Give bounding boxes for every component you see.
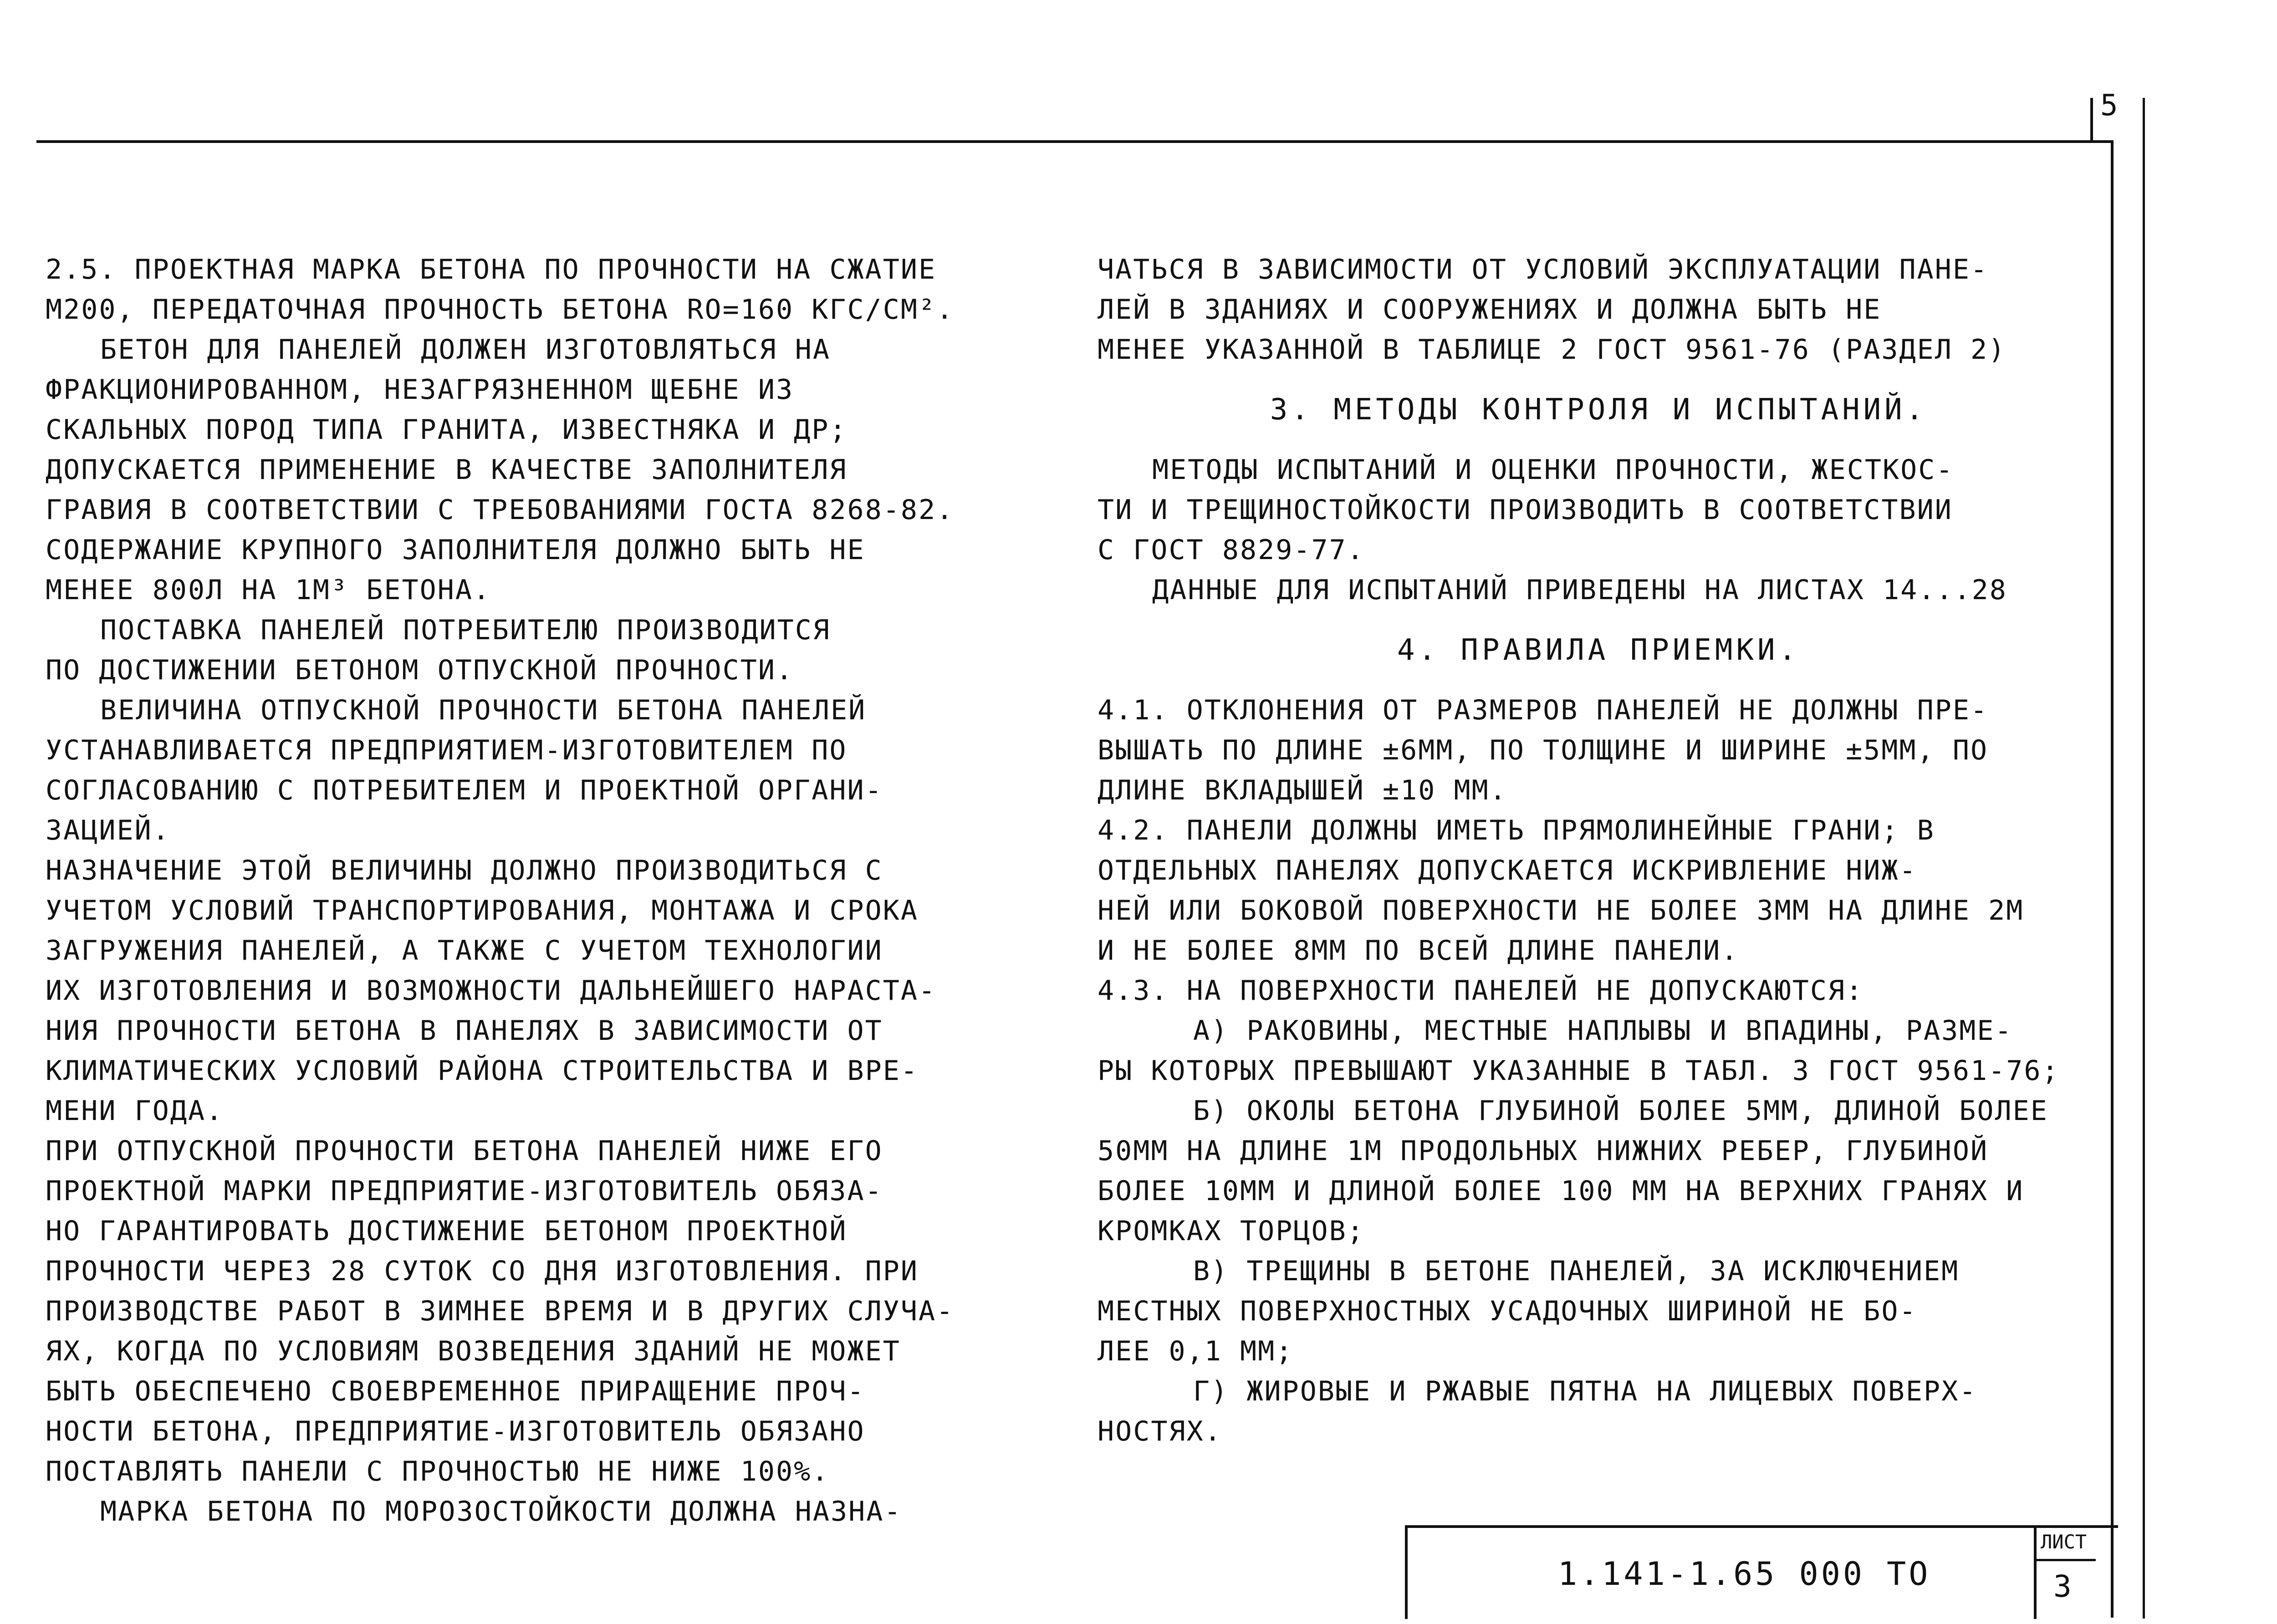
text-line: 4.3. НА ПОВЕРХНОСТИ ПАНЕЛЕЙ НЕ ДОПУСКАЮТСЯ: [1098,975,1864,1007]
text-line: МЕНЕЕ 800Л НА 1М³ БЕТОНА. [46,574,491,606]
text-line: СКАЛЬНЫХ ПОРОД ТИПА ГРАНИТА, ИЗВЕСТНЯКА И ДР; [46,414,847,446]
text-line: КЛИМАТИЧЕСКИХ УСЛОВИЙ РАЙОНА СТРОИТЕЛЬСТВА И ВРЕ- [46,1055,919,1087]
section-heading-3: 3. МЕТОДЫ КОНТРОЛЯ И ИСПЫТАНИЙ. [1270,393,1927,427]
text-line: ЯХ, КОГДА ПО УСЛОВИЯМ ВОЗВЕДЕНИЯ ЗДАНИЙ НЕ МОЖЕТ [46,1335,901,1367]
text-line: ЗАГРУЖЕНИЯ ПАНЕЛЕЙ, А ТАКЖЕ С УЧЕТОМ ТЕХНОЛОГИИ [46,935,883,967]
text-line: КРОМКАХ ТОРЦОВ; [1098,1215,1365,1247]
right-column [1098,249,2099,1451]
sheet-cell-divider [2034,1528,2037,1619]
text-line: ДАННЫЕ ДЛЯ ИСПЫТАНИЙ ПРИВЕДЕНЫ НА ЛИСТАХ 14...28 [1152,574,2007,606]
text-line: НЕЙ ИЛИ БОКОВОЙ ПОВЕРХНОСТИ НЕ БОЛЕЕ 3ММ НА ДЛИНЕ 2М [1098,895,2024,927]
sheet-label: ЛИСТ [2041,1531,2087,1553]
text-line: Б) ОКОЛЫ БЕТОНА ГЛУБИНОЙ БОЛЕЕ 5ММ, ДЛИНОЙ БОЛЕЕ [1193,1095,2048,1127]
text-line: ДОПУСКАЕТСЯ ПРИМЕНЕНИЕ В КАЧЕСТВЕ ЗАПОЛНИТЕЛЯ [46,454,847,486]
text-line: СОДЕРЖАНИЕ КРУПНОГО ЗАПОЛНИТЕЛЯ ДОЛЖНО БЫТЬ НЕ [46,534,865,566]
text-line: ЗАЦИЕЙ. [46,815,170,846]
text-line: С ГОСТ 8829-77. [1098,534,1365,566]
text-line: МЕТОДЫ ИСПЫТАНИЙ И ОЦЕНКИ ПРОЧНОСТИ, ЖЕСТКОС- [1152,454,1954,486]
text-line: ЛЕЙ В ЗДАНИЯХ И СООРУЖЕНИЯХ И ДОЛЖНА БЫТЬ НЕ [1098,294,1882,326]
text-line: ГРАВИЯ В СООТВЕТСТВИИ С ТРЕБОВАНИЯМИ ГОСТА 8268-82. [46,494,955,526]
text-line: ФРАКЦИОНИРОВАННОМ, НЕЗАГРЯЗНЕННОМ ЩЕБНЕ ИЗ [46,374,794,406]
text-line: ПРОЕКТНОЙ МАРКИ ПРЕДПРИЯТИЕ-ИЗГОТОВИТЕЛЬ ОБЯЗА- [46,1175,883,1207]
right-border-outer [2143,98,2145,1619]
sheet-number: 3 [2053,1569,2072,1604]
left-column [46,249,1016,1532]
text-line: СОГЛАСОВАНИЮ С ПОТРЕБИТЕЛЕМ И ПРОЕКТНОЙ ОРГАНИ- [46,774,883,806]
text-line: НОСТЯХ. [1098,1415,1222,1447]
page-number: 5 [2100,89,2118,122]
text-line: РЫ КОТОРЫХ ПРЕВЫШАЮТ УКАЗАННЫЕ В ТАБЛ. 3 ГОСТ 9561-76; [1098,1055,2060,1087]
text-line: БЕТОН ДЛЯ ПАНЕЛЕЙ ДОЛЖЕН ИЗГОТОВЛЯТЬСЯ НА [100,334,831,366]
text-line: А) РАКОВИНЫ, МЕСТНЫЕ НАПЛЫВЫ И ВПАДИНЫ, РАЗМЕ- [1193,1015,2013,1047]
text-line: БОЛЕЕ 10ММ И ДЛИНОЙ БОЛЕЕ 100 ММ НА ВЕРХНИХ ГРАНЯХ И [1098,1175,2024,1207]
text-line: МЕНЕЕ УКАЗАННОЙ В ТАБЛИЦЕ 2 ГОСТ 9561-76 (РАЗДЕЛ 2) [1098,334,2006,366]
text-line: 4.1. ОТКЛОНЕНИЯ ОТ РАЗМЕРОВ ПАНЕЛЕЙ НЕ ДОЛЖНЫ ПРЕ- [1098,694,1989,726]
top-rule [36,140,2113,143]
text-line: ЧАТЬСЯ В ЗАВИСИМОСТИ ОТ УСЛОВИЙ ЭКСПЛУАТАЦИИ ПАНЕ- [1098,254,1989,285]
text-line: МЕНИ ГОДА. [46,1095,224,1127]
title-block [1405,1525,2118,1619]
text-line: МАРКА БЕТОНА ПО МОРОЗОСТОЙКОСТИ ДОЛЖНА НАЗНА- [100,1496,902,1527]
text-line: И НЕ БОЛЕЕ 8ММ ПО ВСЕЙ ДЛИНЕ ПАНЕЛИ. [1098,935,1739,967]
text-line: ПРИ ОТПУСКНОЙ ПРОЧНОСТИ БЕТОНА ПАНЕЛЕЙ НИЖЕ ЕГО [46,1135,883,1167]
text-line: 2.5. ПРОЕКТНАЯ МАРКА БЕТОНА ПО ПРОЧНОСТИ НА СЖАТИЕ [46,254,937,285]
text-line: НИЯ ПРОЧНОСТИ БЕТОНА В ПАНЕЛЯХ В ЗАВИСИМОСТИ ОТ [46,1015,883,1047]
text-line: НО ГАРАНТИРОВАТЬ ДОСТИЖЕНИЕ БЕТОНОМ ПРОЕКТНОЙ [46,1215,847,1247]
text-line: М200, ПЕРЕДАТОЧНАЯ ПРОЧНОСТЬ БЕТОНА RO=160 КГС/СМ². [46,294,955,326]
text-line: ПРОЧНОСТИ ЧЕРЕЗ 28 СУТОК СО ДНЯ ИЗГОТОВЛЕНИЯ. ПРИ [46,1255,919,1287]
text-line: МЕСТНЫХ ПОВЕРХНОСТНЫХ УСАДОЧНЫХ ШИРИНОЙ НЕ БО- [1098,1295,1917,1327]
text-line: ВЫШАТЬ ПО ДЛИНЕ ±6ММ, ПО ТОЛЩИНЕ И ШИРИНЕ ±5ММ, ПО [1098,734,1989,766]
text-line: ИХ ИЗГОТОВЛЕНИЯ И ВОЗМОЖНОСТИ ДАЛЬНЕЙШЕГО НАРАСТА- [46,975,937,1007]
text-line: 50ММ НА ДЛИНЕ 1М ПРОДОЛЬНЫХ НИЖНИХ РЕБЕР, ГЛУБИНОЙ [1098,1135,1989,1167]
text-line: ПОСТАВКА ПАНЕЛЕЙ ПОТРЕБИТЕЛЮ ПРОИЗВОДИТСЯ [100,614,831,646]
page-number-divider [2090,98,2093,141]
text-line: 4.2. ПАНЕЛИ ДОЛЖНЫ ИМЕТЬ ПРЯМОЛИНЕЙНЫЕ ГРАНИ; В [1098,815,1935,846]
text-line: БЫТЬ ОБЕСПЕЧЕНО СВОЕВРЕМЕННОЕ ПРИРАЩЕНИЕ ПРОЧ- [46,1375,865,1407]
text-line: УСТАНАВЛИВАЕТСЯ ПРЕДПРИЯТИЕМ-ИЗГОТОВИТЕЛЕМ ПО [46,734,847,766]
document-code: 1.141-1.65 000 ТО [1558,1555,1931,1593]
right-border-inner [2111,140,2114,1618]
text-line: ЛЕЕ 0,1 ММ; [1098,1335,1294,1367]
text-line: ПРОИЗВОДСТВЕ РАБОТ В ЗИМНЕЕ ВРЕМЯ И В ДРУГИХ СЛУЧА- [46,1295,955,1327]
text-line: В) ТРЕЩИНЫ В БЕТОНЕ ПАНЕЛЕЙ, ЗА ИСКЛЮЧЕНИЕМ [1193,1255,1960,1287]
text-line: УЧЕТОМ УСЛОВИЙ ТРАНСПОРТИРОВАНИЯ, МОНТАЖА И СРОКА [46,895,919,927]
text-line: НОСТИ БЕТОНА, ПРЕДПРИЯТИЕ-ИЗГОТОВИТЕЛЬ ОБЯЗАНО [46,1415,865,1447]
sheet-cell-separator [2037,1559,2096,1561]
text-line: ТИ И ТРЕЩИНОСТОЙКОСТИ ПРОИЗВОДИТЬ В СООТВЕТСТВИИ [1098,494,1953,526]
section-heading-4: 4. ПРАВИЛА ПРИЕМКИ. [1397,633,1800,667]
text-line: ВЕЛИЧИНА ОТПУСКНОЙ ПРОЧНОСТИ БЕТОНА ПАНЕЛЕЙ [100,694,867,726]
text-line: ДЛИНЕ ВКЛАДЫШЕЙ ±10 ММ. [1098,774,1507,806]
text-line: ПОСТАВЛЯТЬ ПАНЕЛИ С ПРОЧНОСТЬЮ НЕ НИЖЕ 100%. [46,1456,830,1487]
text-line: ПО ДОСТИЖЕНИИ БЕТОНОМ ОТПУСКНОЙ ПРОЧНОСТИ. [46,654,794,686]
text-line: ОТДЕЛЬНЫХ ПАНЕЛЯХ ДОПУСКАЕТСЯ ИСКРИВЛЕНИЕ НИЖ- [1098,855,1917,886]
text-line: Г) ЖИРОВЫЕ И РЖАВЫЕ ПЯТНА НА ЛИЦЕВЫХ ПОВЕРХ- [1193,1375,1977,1407]
text-line: НАЗНАЧЕНИЕ ЭТОЙ ВЕЛИЧИНЫ ДОЛЖНО ПРОИЗВОДИТЬСЯ С [46,855,883,886]
